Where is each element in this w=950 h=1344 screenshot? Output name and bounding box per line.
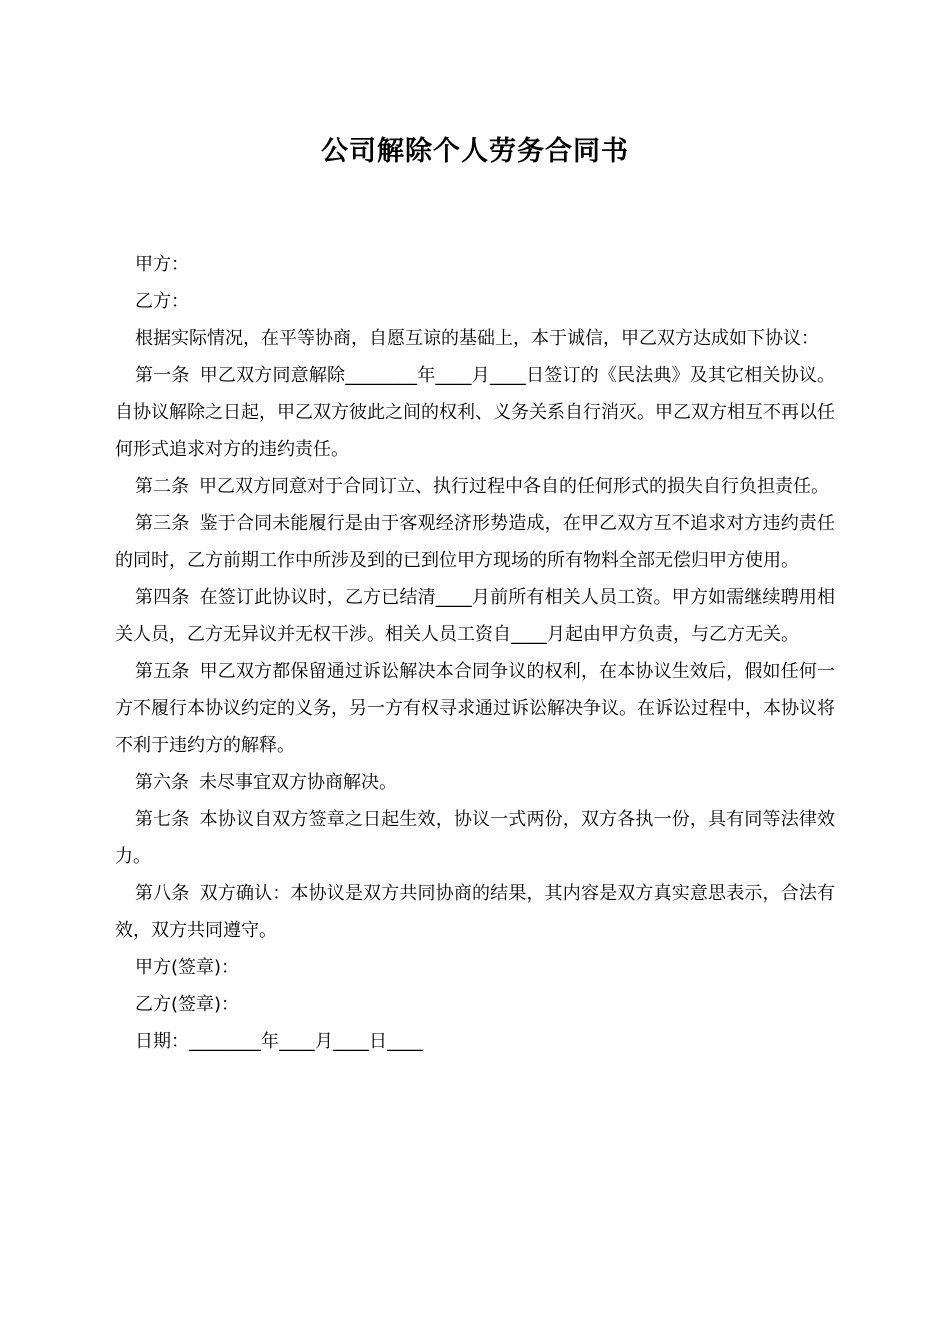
article-4 [115, 579, 835, 653]
article-label: 第三条 [135, 513, 190, 534]
document-title: 公司解除个人劳务合同书 [321, 136, 629, 167]
document-body [115, 246, 835, 1060]
article-text: 双方确认：本协议是双方共同协商的结果，其内容是双方真实意思表示，合法有效，双方共同遵守。 [115, 883, 836, 941]
article-5 [115, 653, 835, 764]
article-text: 甲乙双方都保留通过诉讼解决本合同争议的权利，在本协议生效后，假如任何一方不履行本协议约定的义务，另一方有权寻求通过诉讼解决争议。在诉讼过程中，本协议将不利于违约方的解释。 [115, 661, 836, 756]
signature-date: 日期：________年____月____日____ [135, 1031, 423, 1052]
article-label: 第五条 [135, 661, 190, 682]
article-6 [115, 764, 835, 801]
article-1 [115, 357, 835, 468]
article-text: 本协议自双方签章之日起生效，协议一式两份，双方各执一份，具有同等法律效力。 [115, 809, 836, 867]
article-label: 第七条 [135, 809, 190, 830]
article-text: 甲乙双方同意解除________年____月____日签订的《民法典》及其它相关协议。自协议解除之日起，甲乙双方彼此之间的权利、义务关系自行消灭。甲乙双方相互不再以任何形式追求对方的违约责任。 [115, 365, 835, 460]
article-8 [115, 875, 835, 949]
article-text: 鉴于合同未能履行是由于客观经济形势造成，在甲乙双方互不追求对方违约责任的同时，乙方前期工作中所涉及到的已到位甲方现场的所有物料全部无偿归甲方使用。 [115, 513, 836, 571]
article-label: 第二条 [135, 476, 189, 497]
article-text: 甲乙双方同意对于合同订立、执行过程中各自的任何形式的损失自行负担责任。 [199, 476, 829, 497]
article-text: 未尽事宜双方协商解决。 [199, 772, 397, 793]
signature-party-b: 乙方(签章)： [135, 994, 240, 1015]
article-label: 第一条 [135, 365, 190, 386]
signature-party-a: 甲方(签章)： [135, 957, 240, 978]
article-label: 第四条 [135, 587, 190, 608]
article-3 [115, 505, 835, 579]
article-2 [115, 468, 835, 505]
article-7 [115, 801, 835, 875]
party-b-line: 乙方： [135, 291, 189, 312]
preamble-paragraph: 根据实际情况，在平等协商，自愿互谅的基础上，本于诚信，甲乙双方达成如下协议： [135, 328, 819, 349]
article-text: 在签订此协议时，乙方已结清____月前所有相关人员工资。甲方如需继续聘用相关人员，乙方无异议并无权干涉。相关人员工资自____月起由甲方负责，与乙方无关。 [115, 587, 836, 645]
article-label: 第八条 [135, 883, 190, 904]
party-a-line: 甲方： [135, 254, 189, 275]
article-label: 第六条 [135, 772, 189, 793]
